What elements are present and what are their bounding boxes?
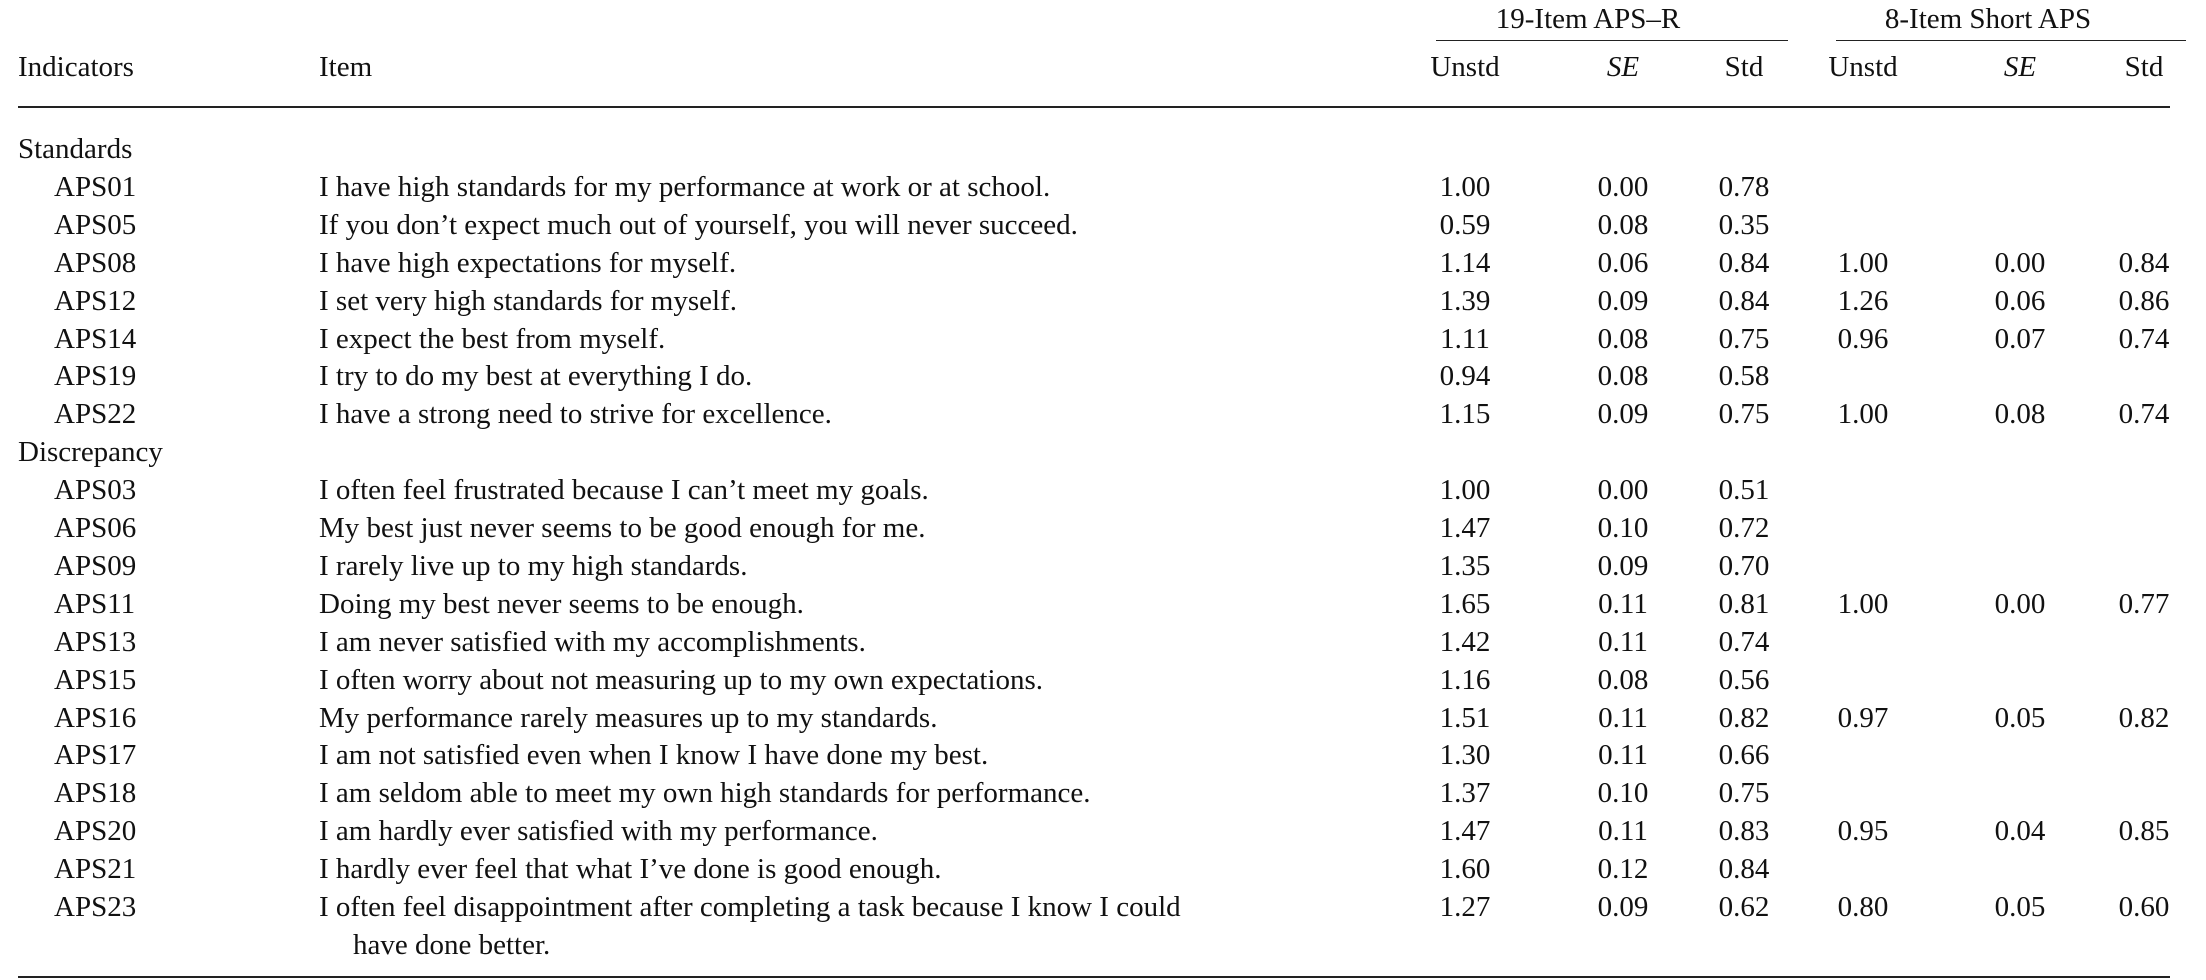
table-row (18, 888, 2170, 961)
unstd-19: 1.42 (1439, 625, 1491, 658)
se-19: 0.09 (1597, 549, 1649, 582)
col-header-se-19: SE (1606, 51, 1640, 83)
table-row (18, 661, 2170, 699)
unstd-8: 1.00 (1837, 398, 1889, 431)
category-row (18, 433, 2170, 471)
table-row (18, 699, 2170, 737)
indicator-id: APS20 (54, 815, 137, 848)
unstd-19: 0.59 (1439, 208, 1491, 241)
indicator-id: APS14 (54, 322, 137, 355)
unstd-19: 1.47 (1439, 512, 1491, 544)
std-19: 0.51 (1718, 474, 1770, 507)
item-text: I rarely live up to my high standards. (319, 549, 748, 582)
unstd-19: 1.65 (1439, 587, 1491, 620)
std-8: 0.74 (2118, 322, 2170, 355)
unstd-8: 0.97 (1837, 701, 1889, 734)
unstd-19: 1.51 (1439, 701, 1491, 734)
se-19: 0.10 (1597, 512, 1649, 544)
std-19: 0.75 (1718, 777, 1770, 810)
indicator-id: APS22 (54, 398, 137, 431)
group-header-8-item: 8-Item Short APS (1884, 3, 2092, 35)
se-19: 0.09 (1597, 284, 1649, 317)
std-8: 0.60 (2118, 891, 2170, 923)
se-19: 0.09 (1597, 891, 1649, 923)
bottom-rule (18, 976, 2170, 978)
indicator-id: APS19 (54, 360, 137, 393)
table-row (18, 850, 2170, 888)
unstd-19: 1.35 (1439, 549, 1491, 582)
table-row (18, 812, 2170, 850)
category-label: Discrepancy (18, 436, 163, 469)
se-19: 0.08 (1597, 208, 1649, 241)
item-text-continuation: have done better. (353, 928, 551, 961)
group-underline-8-item (1836, 40, 2186, 41)
header-rule (18, 106, 2170, 108)
se-19: 0.00 (1597, 474, 1649, 507)
indicator-id: APS21 (54, 853, 137, 886)
std-19: 0.62 (1718, 891, 1770, 923)
indicator-id: APS03 (54, 474, 137, 507)
se-8: 0.05 (1994, 891, 2046, 923)
item-text: My best just never seems to be good enough for me. (319, 512, 926, 544)
item-text: Doing my best never seems to be enough. (319, 587, 804, 620)
std-19: 0.75 (1718, 322, 1770, 355)
std-8: 0.84 (2118, 246, 2170, 279)
indicator-id: APS15 (54, 663, 137, 696)
unstd-19: 0.94 (1439, 360, 1491, 393)
std-8: 0.74 (2118, 398, 2170, 431)
se-19: 0.12 (1597, 853, 1649, 886)
unstd-19: 1.00 (1439, 474, 1491, 507)
item-text: If you don’t expect much out of yourself, you will never succeed. (319, 208, 1078, 241)
unstd-19: 1.60 (1439, 853, 1491, 886)
unstd-8: 1.26 (1837, 284, 1889, 317)
unstd-19: 1.39 (1439, 284, 1491, 317)
unstd-8: 0.95 (1837, 815, 1889, 848)
indicator-id: APS08 (54, 246, 137, 279)
item-text: I am hardly ever satisfied with my performance. (319, 815, 878, 848)
std-19: 0.83 (1718, 815, 1770, 848)
unstd-19: 1.37 (1439, 777, 1491, 810)
se-19: 0.11 (1598, 587, 1648, 620)
item-text: I am not satisfied even when I know I have done my best. (319, 739, 989, 772)
unstd-19: 1.14 (1439, 246, 1491, 279)
indicator-id: APS05 (54, 208, 137, 241)
table-row (18, 509, 2170, 547)
se-19: 0.11 (1598, 815, 1648, 848)
se-19: 0.06 (1597, 246, 1649, 279)
item-text: I have high standards for my performance at work or at school. (319, 170, 1051, 203)
col-header-std-19: Std (1724, 51, 1764, 83)
indicator-id: APS01 (54, 170, 137, 203)
table-row (18, 736, 2170, 774)
item-text: I set very high standards for myself. (319, 284, 737, 317)
se-19: 0.10 (1597, 777, 1649, 810)
se-19: 0.09 (1597, 398, 1649, 431)
col-header-std-8: Std (2124, 51, 2164, 83)
unstd-19: 1.27 (1439, 891, 1491, 923)
indicator-id: APS18 (54, 777, 137, 810)
group-underline-19-item (1436, 40, 1788, 41)
unstd-8: 1.00 (1837, 246, 1889, 279)
unstd-19: 1.30 (1439, 739, 1491, 772)
table-row (18, 471, 2170, 509)
category-row (18, 130, 2170, 168)
std-8: 0.77 (2118, 587, 2170, 620)
se-19: 0.00 (1597, 170, 1649, 203)
indicator-id: APS09 (54, 549, 137, 582)
std-19: 0.84 (1718, 853, 1770, 886)
indicator-id: APS13 (54, 625, 137, 658)
std-8: 0.82 (2118, 701, 2170, 734)
indicator-id: APS23 (54, 891, 137, 923)
table-row (18, 168, 2170, 206)
se-19: 0.11 (1598, 625, 1648, 658)
std-19: 0.74 (1718, 625, 1770, 658)
std-19: 0.78 (1718, 170, 1770, 203)
table-row (18, 282, 2170, 320)
std-19: 0.75 (1718, 398, 1770, 431)
col-header-item: Item (319, 51, 373, 83)
item-text: I have a strong need to strive for excellence. (319, 398, 832, 431)
table-row (18, 320, 2170, 358)
std-19: 0.84 (1718, 246, 1770, 279)
group-header-19-item: 19-Item APS–R (1495, 3, 1681, 35)
unstd-8: 0.80 (1837, 891, 1889, 923)
table-row (18, 244, 2170, 282)
item-text: I am seldom able to meet my own high standards for performance. (319, 777, 1091, 810)
item-text: I often feel frustrated because I can’t meet my goals. (319, 474, 929, 507)
column-header-row (18, 48, 2170, 86)
unstd-19: 1.16 (1439, 663, 1491, 696)
std-19: 0.35 (1718, 208, 1770, 241)
unstd-8: 0.96 (1837, 322, 1889, 355)
item-text: I try to do my best at everything I do. (319, 360, 753, 393)
category-label: Standards (18, 133, 133, 165)
indicator-id: APS17 (54, 739, 137, 772)
se-19: 0.08 (1597, 360, 1649, 393)
se-19: 0.11 (1598, 739, 1648, 772)
se-19: 0.08 (1597, 322, 1649, 355)
std-8: 0.85 (2118, 815, 2170, 848)
se-8: 0.07 (1994, 322, 2046, 355)
col-header-se-8: SE (2003, 51, 2037, 83)
indicator-id: APS11 (54, 587, 136, 620)
unstd-8: 1.00 (1837, 587, 1889, 620)
table-row (18, 774, 2170, 812)
std-19: 0.82 (1718, 701, 1770, 734)
std-19: 0.58 (1718, 360, 1770, 393)
se-8: 0.08 (1994, 398, 2046, 431)
se-8: 0.06 (1994, 284, 2046, 317)
table-row (18, 357, 2170, 395)
std-19: 0.72 (1718, 512, 1770, 544)
std-19: 0.81 (1718, 587, 1770, 620)
se-8: 0.00 (1994, 587, 2046, 620)
unstd-19: 1.15 (1439, 398, 1491, 431)
col-header-unstd-8: Unstd (1828, 51, 1898, 83)
std-19: 0.84 (1718, 284, 1770, 317)
std-19: 0.70 (1718, 549, 1770, 582)
col-header-unstd-19: Unstd (1430, 51, 1500, 83)
se-8: 0.05 (1994, 701, 2046, 734)
indicator-id: APS06 (54, 512, 137, 544)
unstd-19: 1.11 (1440, 322, 1490, 355)
std-8: 0.86 (2118, 284, 2170, 317)
std-19: 0.66 (1718, 739, 1770, 772)
se-19: 0.08 (1597, 663, 1649, 696)
item-text: I often feel disappointment after completing a task because I know I could (319, 891, 1181, 923)
std-19: 0.56 (1718, 663, 1770, 696)
table-row (18, 623, 2170, 661)
item-text: I expect the best from myself. (319, 322, 666, 355)
se-8: 0.00 (1994, 246, 2046, 279)
unstd-19: 1.47 (1439, 815, 1491, 848)
item-text: I often worry about not measuring up to my own expectations. (319, 663, 1044, 696)
item-text: I have high expectations for myself. (319, 246, 737, 279)
table-row (18, 547, 2170, 585)
col-header-indicators: Indicators (18, 51, 134, 83)
item-text: My performance rarely measures up to my standards. (319, 701, 938, 734)
table-row (18, 585, 2170, 623)
table-row (18, 395, 2170, 433)
indicator-id: APS12 (54, 284, 137, 317)
se-8: 0.04 (1994, 815, 2046, 848)
indicator-id: APS16 (54, 701, 137, 734)
table-row (18, 206, 2170, 244)
unstd-19: 1.00 (1439, 170, 1491, 203)
item-text: I am never satisfied with my accomplishments. (319, 625, 866, 658)
se-19: 0.11 (1598, 701, 1648, 734)
item-text: I hardly ever feel that what I’ve done is good enough. (319, 853, 942, 886)
